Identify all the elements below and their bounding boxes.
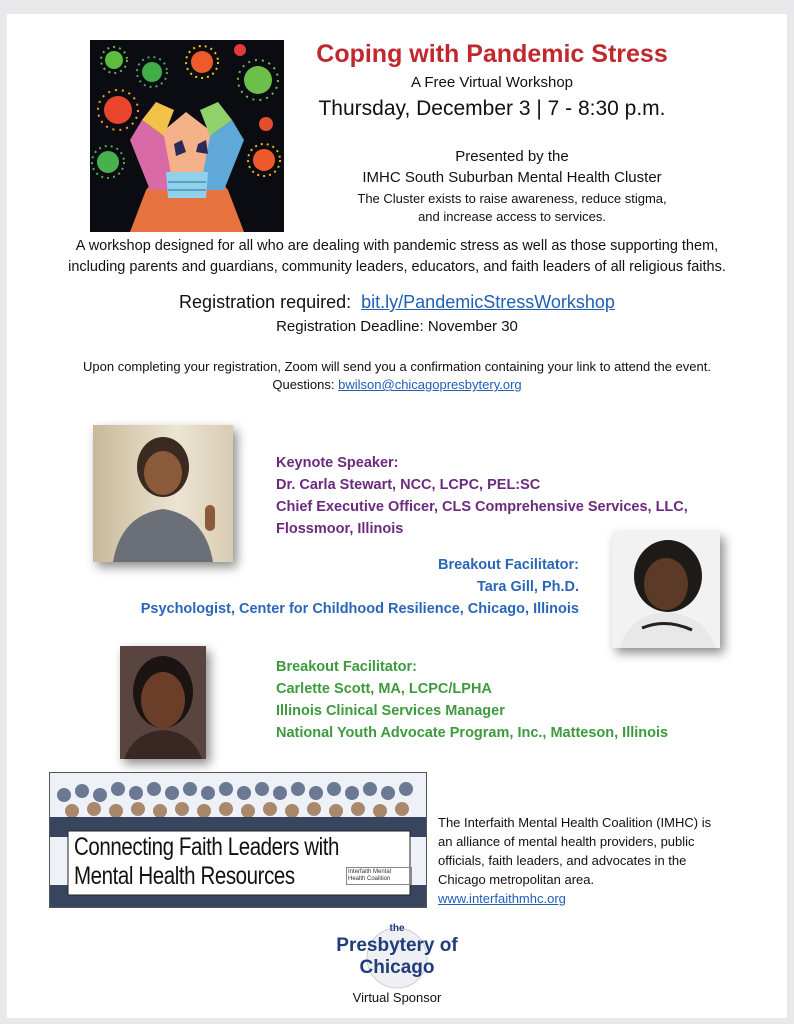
speaker-title: Illinois Clinical Services Manager <box>276 703 505 719</box>
speaker-name: Tara Gill, Ph.D. <box>476 579 579 595</box>
person-photo-icon <box>93 425 233 562</box>
virus-icon <box>234 44 246 56</box>
contact-email-link[interactable]: bwilson@chicagopresbytery.org <box>338 377 522 392</box>
coalition-info <box>438 813 753 908</box>
coalition-line: The Interfaith Mental Health Coalition (IMHC) is <box>438 815 712 830</box>
speaker-location: National Youth Advocate Program, Inc., Matteson, Illinois <box>276 725 669 741</box>
speaker-title: Chief Executive Officer, CLS Comprehensive Services, LLC, <box>276 499 688 515</box>
event-subtitle: A Free Virtual Workshop <box>410 74 574 91</box>
coalition-line: an alliance of mental health providers, public <box>438 834 695 849</box>
mission-line: The Cluster exists to raise awareness, reduce stigma, <box>357 191 667 206</box>
sponsor-label: Virtual Sponsor <box>352 990 442 1005</box>
banner-line: Connecting Faith Leaders with <box>74 833 340 861</box>
breakout-facilitator-2-photo <box>120 646 206 759</box>
speaker-role: Breakout Facilitator: <box>276 659 417 675</box>
presenter-org: IMHC South Suburban Mental Health Cluster <box>362 169 662 186</box>
registration-deadline: Registration Deadline: November 30 <box>276 318 518 335</box>
zoom-note: Upon completing your registration, Zoom will send you a confirmation containing your link to attend the event. <box>83 359 711 374</box>
speaker-role: Keynote Speaker: <box>276 455 399 471</box>
flyer-page <box>7 14 787 1018</box>
workshop-description <box>27 236 767 278</box>
hero-illustration <box>90 40 284 232</box>
banner-text <box>74 833 350 891</box>
speaker-name: Carlette Scott, MA, LCPC/LPHA <box>276 681 492 697</box>
virus-hands-illustration <box>90 40 284 232</box>
registration-link[interactable]: bit.ly/PandemicStressWorkshop <box>361 292 615 312</box>
breakout-facilitator-2-info <box>276 656 756 744</box>
event-date: Thursday, December 3 | 7 - 8:30 p.m. <box>318 97 666 120</box>
presented-by: Presented by the <box>455 148 569 165</box>
mission-line: and increase access to services. <box>418 209 606 224</box>
questions-label: Questions: <box>272 377 335 392</box>
keynote-speaker-photo <box>93 425 233 562</box>
coalition-line: Chicago metropolitan area. <box>438 872 595 887</box>
breakout-facilitator-1-photo <box>612 532 720 648</box>
coalition-line: officials, faith leaders, and advocates in the <box>438 853 687 868</box>
zoom-info <box>27 358 767 394</box>
cluster-mission <box>287 190 737 226</box>
virus-icon <box>259 117 273 131</box>
registration-line <box>27 292 767 313</box>
logo-line-2: Chicago <box>359 957 435 978</box>
person-photo-icon <box>612 532 720 648</box>
keynote-speaker-info <box>276 452 746 540</box>
banner-line: Mental Health Resources <box>74 862 295 890</box>
speaker-location: Flossmoor, Illinois <box>276 521 404 537</box>
coalition-website-link[interactable]: www.interfaithmhc.org <box>438 891 566 906</box>
breakout-facilitator-1-info <box>67 554 579 620</box>
questions-line <box>27 376 767 394</box>
description-line: A workshop designed for all who are dealing with pandemic stress as well as those supporting them, <box>75 238 719 254</box>
speaker-title: Psychologist, Center for Childhood Resilience, Chicago, Illinois <box>140 601 579 617</box>
coalition-banner <box>49 772 427 908</box>
registration-label: Registration required: <box>179 292 352 312</box>
description-line: including parents and guardians, community leaders, educators, and faith leaders of all religious faiths. <box>68 259 726 275</box>
person-photo-icon <box>120 646 206 759</box>
speaker-role: Breakout Facilitator: <box>438 557 579 573</box>
event-title: Coping with Pandemic Stress <box>316 40 668 68</box>
speaker-name: Dr. Carla Stewart, NCC, LCPC, PEL:SC <box>276 477 541 493</box>
coalition-badge: Interfaith Mental Health Coalition <box>346 867 412 885</box>
presenter-block <box>287 146 737 188</box>
logo-line-1: Presbytery of <box>336 935 458 956</box>
logo-the: the <box>389 923 405 934</box>
